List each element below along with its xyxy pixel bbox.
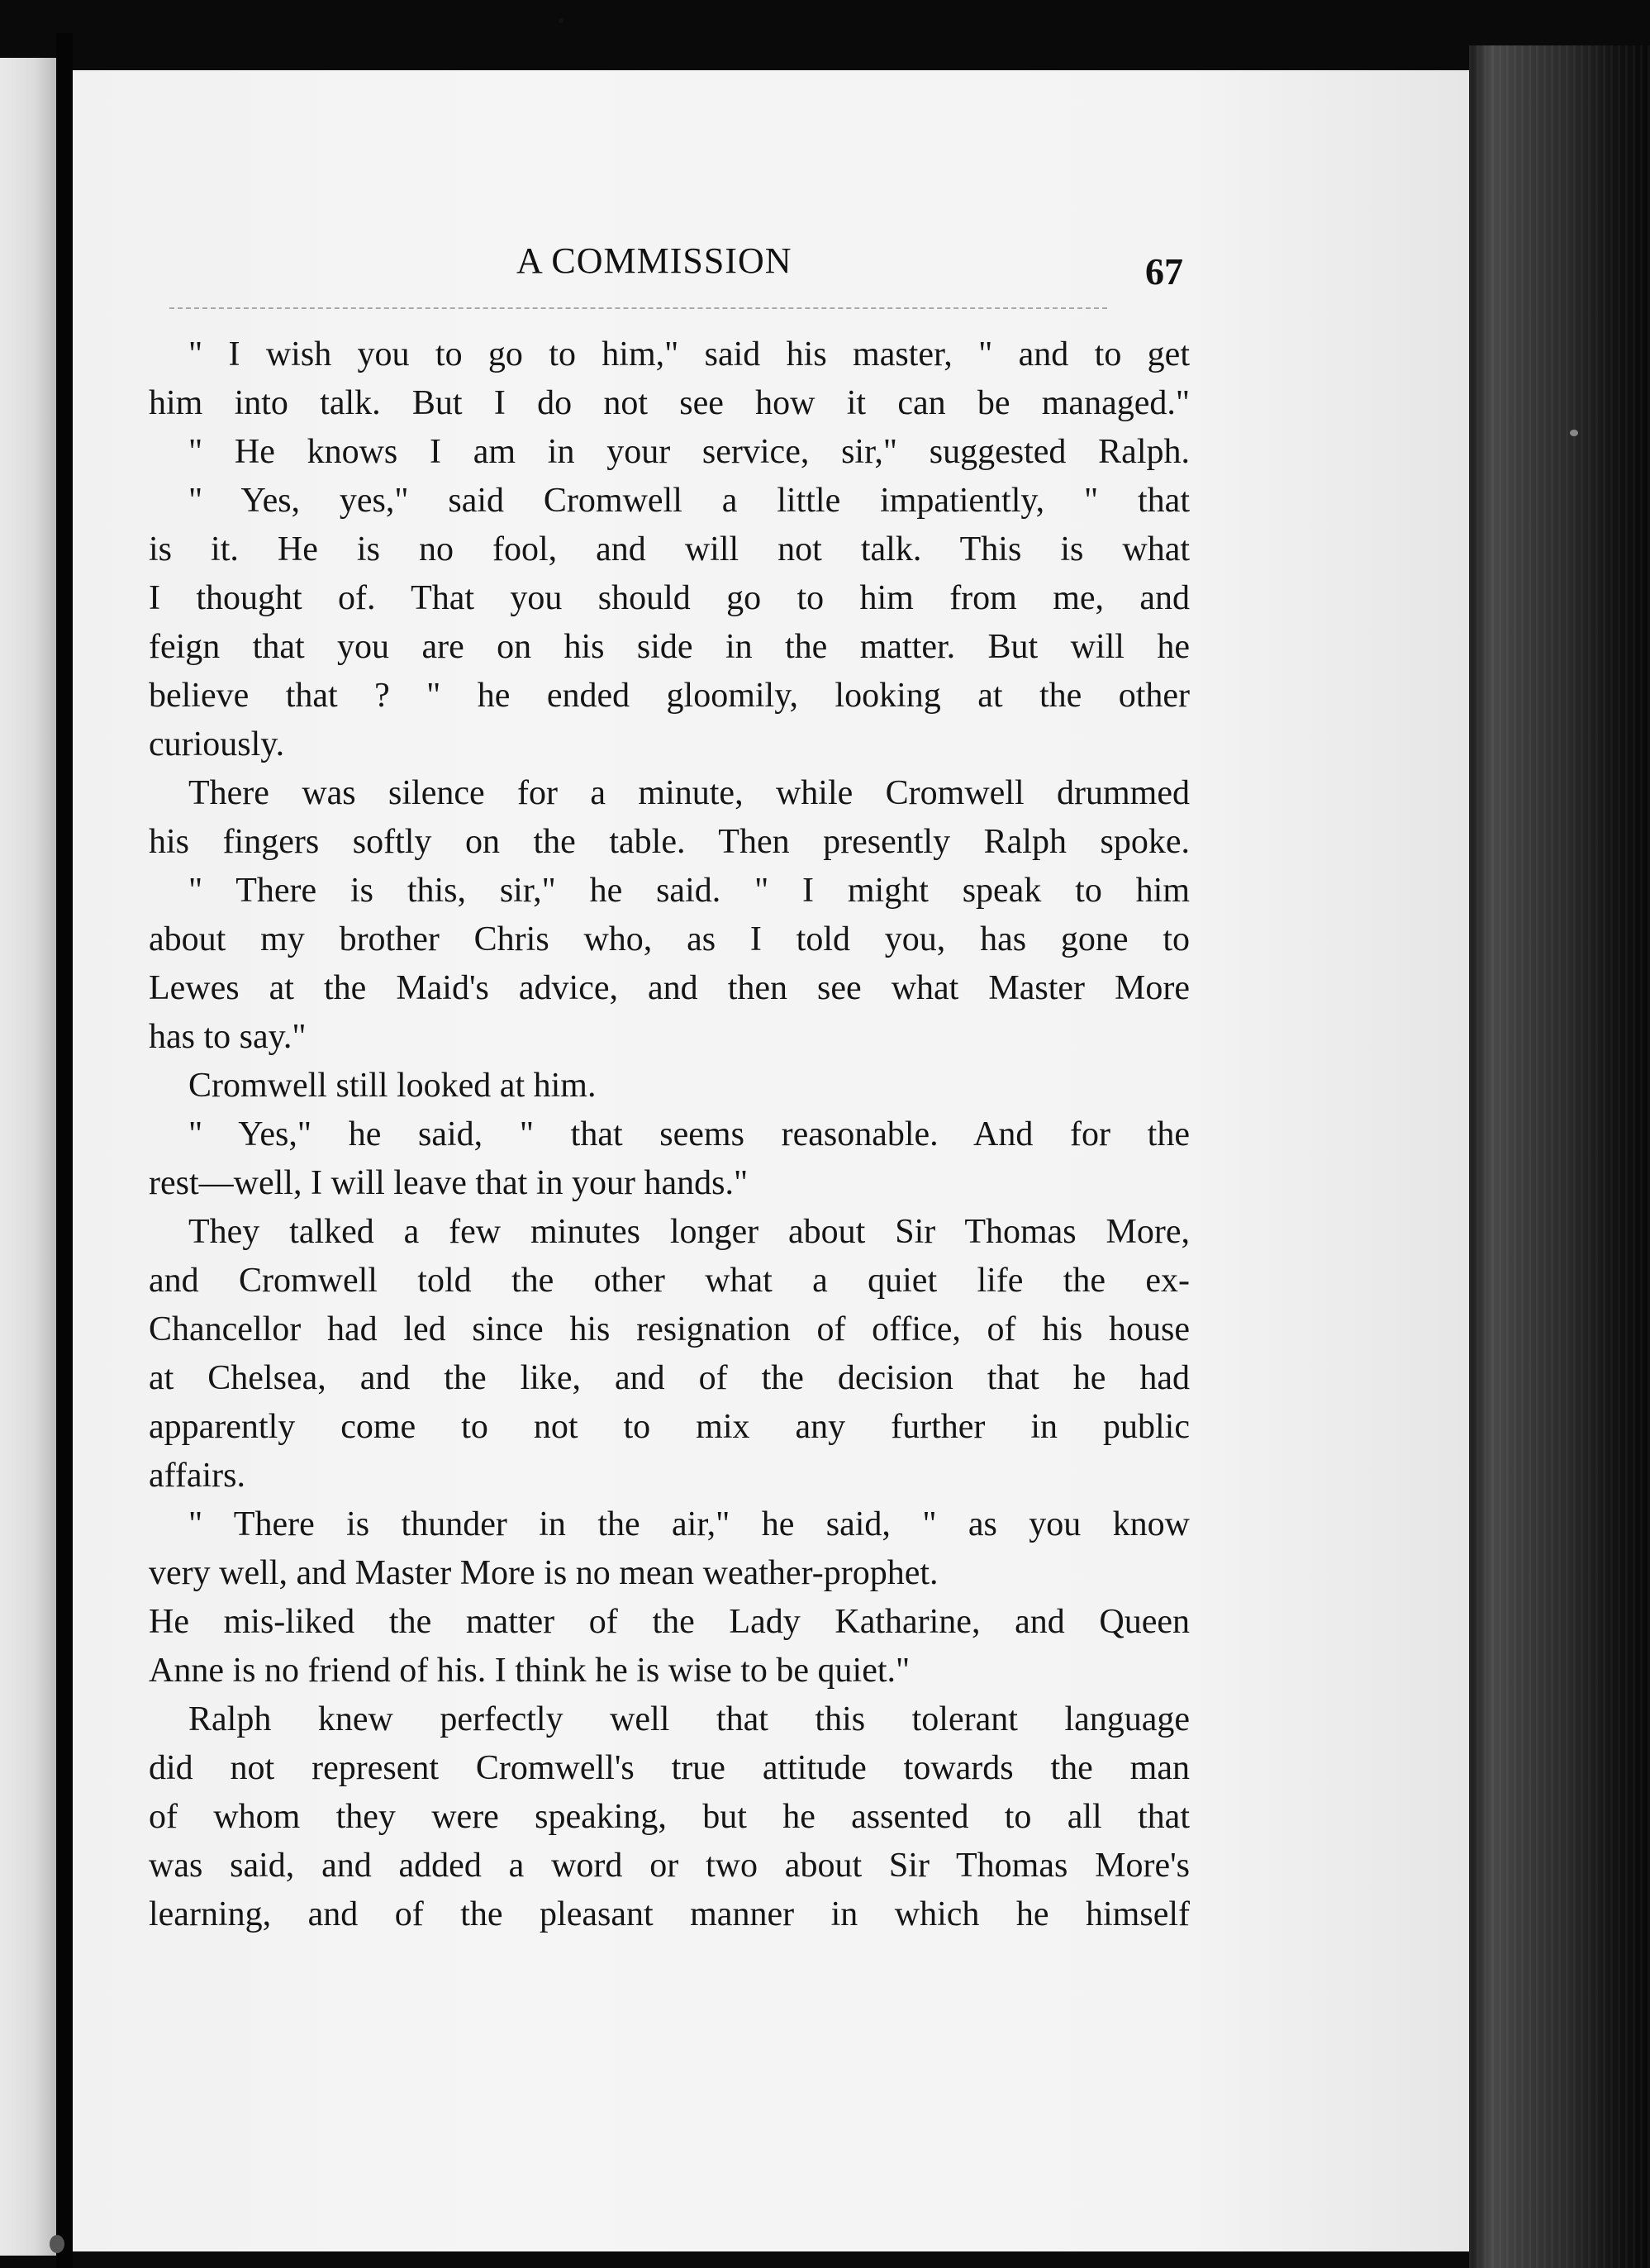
- text-line: about my brother Chris who, as I told you, has gone to: [149, 920, 1190, 958]
- text-line: Cromwell still looked at him.: [188, 1067, 597, 1105]
- text-line: did not represent Cromwell's true attitude towards the man: [149, 1749, 1190, 1787]
- text-line: " Yes, yes," said Cromwell a little impatiently, " that: [188, 482, 1190, 520]
- scan-speck: [1570, 430, 1578, 436]
- text-line: believe that ? " he ended gloomily, looking at the other: [149, 677, 1190, 715]
- scan-speck: [559, 18, 563, 23]
- page-number: 67: [1145, 250, 1183, 292]
- header-rule: [169, 307, 1107, 309]
- text-line: Anne is no friend of his. I think he is wise to be quiet.": [149, 1652, 911, 1690]
- body-text: [149, 330, 1190, 1939]
- book-binding-edge: [1469, 45, 1650, 2268]
- text-line: " There is thunder in the air," he said, " as you know: [188, 1505, 1190, 1543]
- chapter-title: A COMMISSION: [516, 240, 792, 281]
- text-line: very well, and Master More is no mean weather-prophet.: [149, 1554, 939, 1592]
- scan-speck: [50, 2235, 64, 2253]
- text-line: curiously.: [149, 725, 285, 763]
- text-line: " He knows I am in your service, sir," suggested Ralph.: [188, 433, 1190, 471]
- text-line: There was silence for a minute, while Cromwell drummed: [188, 774, 1190, 812]
- text-line: and Cromwell told the other what a quiet life the ex-: [149, 1262, 1190, 1300]
- text-line: is it. He is no fool, and will not talk. This is what: [149, 530, 1190, 568]
- text-line: Ralph knew perfectly well that this tolerant language: [188, 1700, 1190, 1738]
- text-line: feign that you are on his side in the matter. But will he: [149, 628, 1190, 666]
- text-line: affairs.: [149, 1457, 245, 1495]
- text-line: was said, and added a word or two about Sir Thomas More's: [149, 1847, 1190, 1885]
- text-line: learning, and of the pleasant manner in which he himself: [149, 1895, 1190, 1933]
- text-line: his fingers softly on the table. Then presently Ralph spoke.: [149, 823, 1190, 861]
- text-line: apparently come to not to mix any further in public: [149, 1408, 1190, 1446]
- text-line: " Yes," he said, " that seems reasonable. And for the: [188, 1115, 1190, 1153]
- book-gutter: [56, 33, 73, 2268]
- text-line: " There is this, sir," he said. " I might speak to him: [188, 872, 1190, 910]
- text-line: Lewes at the Maid's advice, and then see what Master More: [149, 969, 1190, 1007]
- text-line: rest—well, I will leave that in your hands.": [149, 1164, 749, 1202]
- text-line: him into talk. But I do not see how it can be managed.": [149, 384, 1190, 422]
- text-line: Chancellor had led since his resignation of office, of his house: [149, 1310, 1190, 1348]
- text-line: at Chelsea, and the like, and of the decision that he had: [149, 1359, 1190, 1397]
- running-head: [0, 240, 1650, 306]
- text-line: has to say.": [149, 1018, 307, 1056]
- text-line: " I wish you to go to him," said his master, " and to get: [188, 335, 1190, 373]
- text-line: He mis-liked the matter of the Lady Katharine, and Queen: [149, 1603, 1190, 1641]
- left-page-edge: [0, 58, 56, 2256]
- text-line: They talked a few minutes longer about Sir Thomas More,: [188, 1213, 1190, 1251]
- text-line: of whom they were speaking, but he assented to all that: [149, 1798, 1190, 1836]
- text-line: I thought of. That you should go to him from me, and: [149, 579, 1190, 617]
